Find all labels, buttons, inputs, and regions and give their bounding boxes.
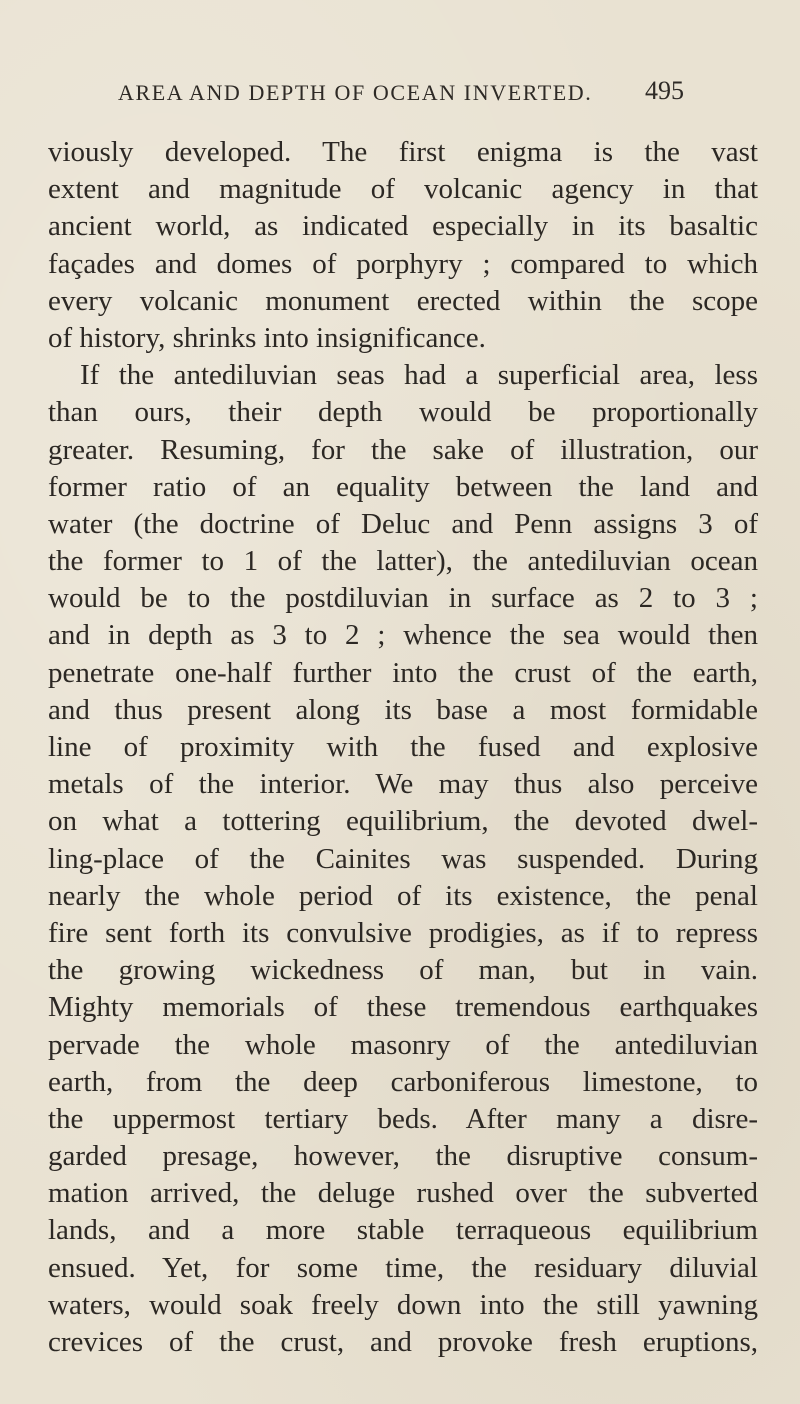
text-line: ancient world, as indicated especially in its basaltic — [48, 210, 758, 243]
paragraph-start-line: If the antediluvian seas had a superficial area, less — [80, 359, 758, 392]
text-line: crevices of the crust, and provoke fresh eruptions, — [48, 1326, 758, 1358]
text-line: every volcanic monument erected within the scope — [48, 284, 758, 317]
text-line: the former to 1 of the latter), the antediluvian ocean — [48, 545, 758, 578]
text-line: mation arrived, the deluge rushed over the subverted — [48, 1177, 758, 1210]
text-line: greater. Resuming, for the sake of illustration, our — [48, 433, 758, 466]
text-line: garded presage, however, the disruptive consum- — [48, 1140, 758, 1173]
text-line: Mighty memorials of these tremendous earthquakes — [48, 991, 758, 1024]
text-line: than ours, their depth would be proportionally — [48, 396, 758, 429]
text-line: on what a tottering equilibrium, the devoted dwel- — [48, 805, 758, 838]
text-line: the uppermost tertiary beds. After many a disre- — [48, 1102, 758, 1135]
text-line: earth, from the deep carboniferous limestone, to — [48, 1065, 758, 1098]
text-line: lands, and a more stable terraqueous equilibrium — [48, 1214, 758, 1247]
text-line: and thus present along its base a most formidable — [48, 693, 758, 726]
text-line: former ratio of an equality between the land and — [48, 470, 758, 503]
text-line: waters, would soak freely down into the still yawning — [48, 1288, 758, 1321]
text-line: and in depth as 3 to 2 ; whence the sea would then — [48, 619, 758, 652]
text-line: extent and magnitude of volcanic agency in that — [48, 173, 758, 206]
text-line: nearly the whole period of its existence, the penal — [48, 879, 758, 912]
text-line: line of proximity with the fused and explosive — [48, 731, 758, 763]
page-number: 495 — [645, 76, 684, 105]
text-line: pervade the whole masonry of the antediluvian — [48, 1028, 758, 1061]
text-line: ling-place of the Cainites was suspended. During — [48, 842, 758, 875]
text-line: ensued. Yet, for some time, the residuary diluvial — [48, 1251, 758, 1284]
text-line: of history, shrinks into insignificance. — [48, 321, 486, 354]
text-line: metals of the interior. We may thus also perceive — [48, 768, 758, 801]
text-line: viously developed. The first enigma is the vast — [48, 136, 758, 168]
running-head: AREA AND DEPTH OF OCEAN INVERTED. — [118, 80, 593, 105]
text-line: fire sent forth its convulsive prodigies, as if to repress — [48, 916, 758, 949]
text-line: would be to the postdiluvian in surface as 2 to 3 ; — [48, 582, 758, 615]
text-line: façades and domes of porphyry ; compared to which — [48, 247, 758, 280]
text-line: water (the doctrine of Deluc and Penn assigns 3 of — [48, 507, 758, 540]
body-text — [48, 134, 758, 1361]
text-line: penetrate one-half further into the crust of the earth, — [48, 656, 758, 689]
text-line: the growing wickedness of man, but in vain. — [48, 954, 758, 987]
